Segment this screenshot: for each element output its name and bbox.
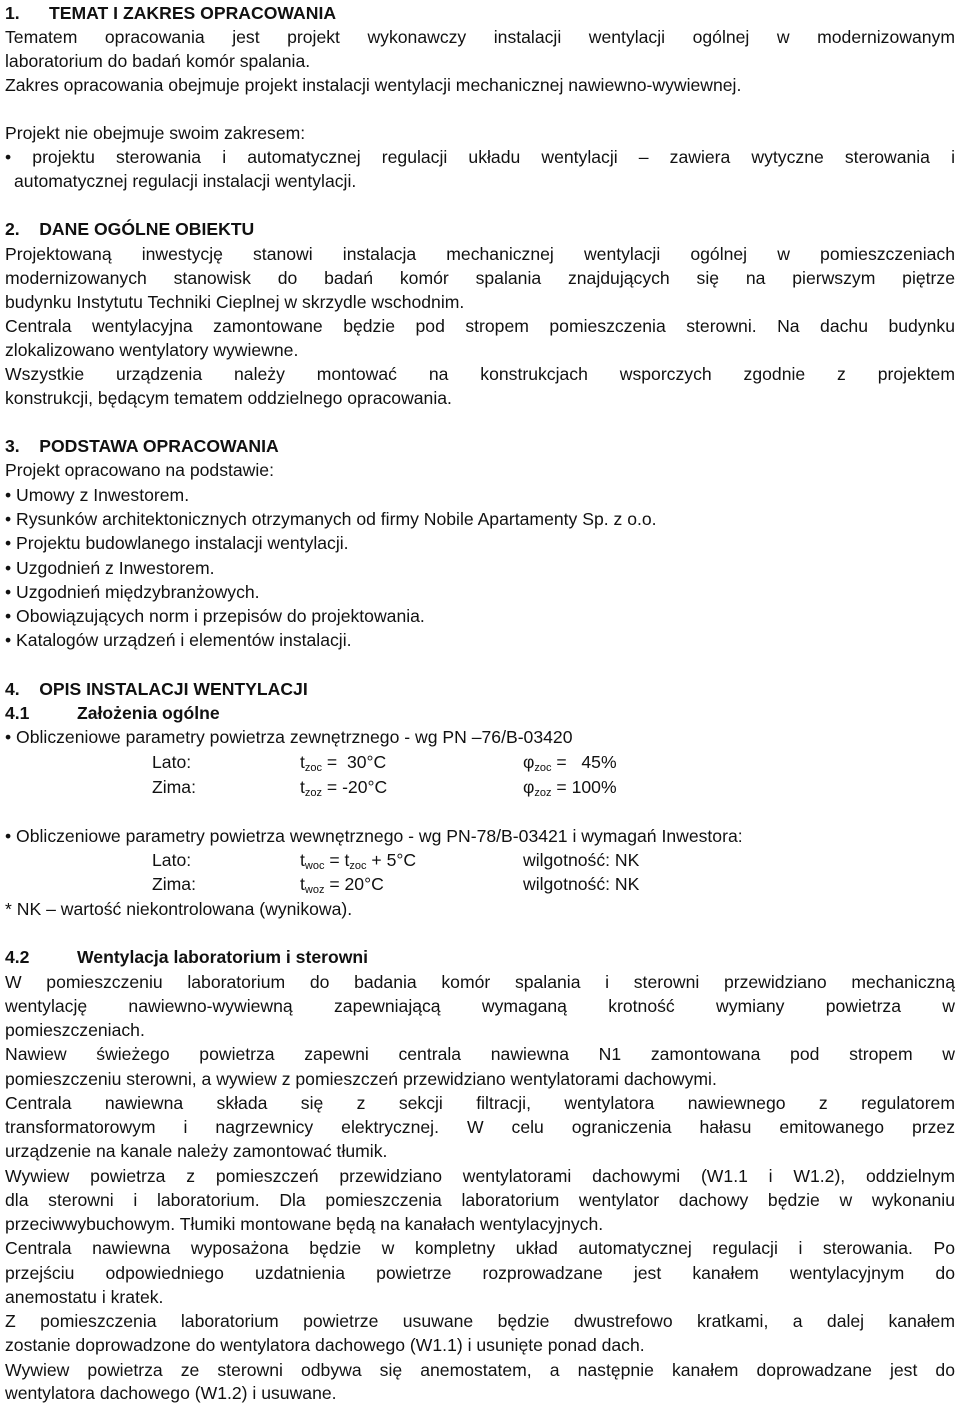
section-1-exclusion-item-cont: automatycznej regulacji instalacji wentylacji. <box>14 171 357 191</box>
internal-lato-humidity: wilgotność: NK <box>523 850 640 870</box>
internal-zima-humidity: wilgotność: NK <box>523 874 640 894</box>
section-4-2-line: Centrala nawiewna składa się z sekcji filtracji, wentylatora nawiewnego z regulatorem <box>5 1093 955 1113</box>
section-1-scope: Zakres opracowania obejmuje projekt instalacji wentylacji mechanicznej nawiewno-wywiewnej. <box>5 75 742 95</box>
lato-temperature: $t_{zoc} = 30^\circ C$ <box>300 752 387 774</box>
basis-list-item: • Uzgodnień z Inwestorem. <box>5 558 215 578</box>
internal-zima-label: Zima: <box>152 874 196 894</box>
section-4-2-line: wentylację nawiewno-wywiewną zapewniającą wymaganą krotność wymiany powietrza w <box>5 996 955 1016</box>
section-4-2-line: przejściu odpowiedniego uzdatnienia powietrze rozprowadzane jest kanałem wentylacyjnym do <box>5 1263 955 1283</box>
section-2-line: zlokalizowano wentylatory wywiewne. <box>5 340 299 360</box>
section-1-exclusion-item: • projektu sterowania i automatycznej regulacji układu wentylacji – zawiera wytyczne sterowania i <box>5 147 955 167</box>
section-2-heading: 2. DANE OGÓLNE OBIEKTU <box>5 219 255 239</box>
section-4-2-line: wentylatora dachowego (W1.2) i usuwane. <box>5 1383 337 1403</box>
zima-label: Zima: <box>152 777 196 797</box>
section-4-2-line: Nawiew świeżego powietrza zapewni centrala nawiewna N1 zamontowana pod stropem w <box>5 1044 955 1064</box>
zima-temperature: $t_{zoz} = -20^\circ C$ <box>300 777 388 799</box>
section-2-line: budynku Instytutu Techniki Cieplnej w skrzydle wschodnim. <box>5 292 465 312</box>
basis-list-item: • Umowy z Inwestorem. <box>5 485 190 505</box>
section-4-2-line: Wywiew powietrza ze sterowni odbywa się anemostatem, a następnie kanałem doprowadzane jest do <box>5 1360 955 1380</box>
basis-list-item: • Uzgodnień międzybranżowych. <box>5 582 260 602</box>
lato-humidity: $\varphi_{zoc} = 45\%$ <box>523 752 617 774</box>
internal-lato-label: Lato: <box>152 850 192 870</box>
section-4-2-line: przeciwwybuchowym. Tłumiki montowane będą na kanałach wentylacyjnych. <box>5 1214 604 1234</box>
section-4-2-line: urządzenie na kanale należy zamontować tłumik. <box>5 1141 388 1161</box>
section-1-heading: 1. TEMAT I ZAKRES OPRACOWANIA <box>5 3 337 23</box>
section-4-2-line: Centrala nawiewna wyposażona będzie w kompletny układ automatycznej regulacji i sterowania. Po <box>5 1238 955 1258</box>
nk-note: * NK – wartość niekontrolowana (wynikowa). <box>5 899 353 919</box>
section-4-2-line: zostanie doprowadzone do wentylatora dachowego (W1.1) i usunięte ponad dach. <box>5 1335 645 1355</box>
subsection-4-1-number: 4.1 <box>5 703 30 723</box>
internal-params-bullet: • Obliczeniowe parametry powietrza wewnętrznego - wg PN-78/B-03421 i wymagań Inwestora: <box>5 826 743 846</box>
section-4-2-line: transformatorowym i nagrzewnicy elektrycznej. W celu ograniczenia hałasu emitowanego przez <box>5 1117 955 1137</box>
section-2-line: konstrukcji, będącym tematem oddzielnego opracowania. <box>5 388 452 408</box>
section-2-line: modernizowanych stanowisk do badań komór spalania znajdujących się na pierwszym piętrze <box>5 268 955 288</box>
section-4-2-line: pomieszczeniu sterowni, a wywiew z pomieszczeń przewidziano wentylatorami dachowymi. <box>5 1069 717 1089</box>
section-1-paragraph-line: laboratorium do badań komór spalania. <box>5 51 311 71</box>
basis-list-item: • Projektu budowlanego instalacji wentylacji. <box>5 533 349 553</box>
subsection-4-2-number: 4.2 <box>5 947 30 967</box>
subsection-4-1-title: Założenia ogólne <box>77 703 220 723</box>
internal-zima-temperature: $t_{woz} = 20^\circ C$ <box>300 874 384 896</box>
basis-list-item: • Obowiązujących norm i przepisów do projektowania. <box>5 606 425 626</box>
section-2-line: Centrala wentylacyjna zamontowane będzie pod stropem pomieszczenia sterowni. Na dachu budynku <box>5 316 955 336</box>
section-3-intro: Projekt opracowano na podstawie: <box>5 460 274 480</box>
section-2-line: Projektowaną inwestycję stanowi instalacja mechanicznej wentylacji ogólnej w pomieszczeniach <box>5 244 955 264</box>
section-1-exclusions-intro: Projekt nie obejmuje swoim zakresem: <box>5 123 306 143</box>
section-4-2-line: dla sterowni i laboratorium. Dla pomieszczenia laboratorium wentylator dachowy będzie w wykonaniu <box>5 1190 955 1210</box>
section-4-heading: 4. OPIS INSTALACJI WENTYLACJI <box>5 679 308 699</box>
section-4-2-line: W pomieszczeniu laboratorium do badania komór spalania i sterowni przewidziano mechaniczną <box>5 972 955 992</box>
section-4-2-line: pomieszczeniach. <box>5 1020 145 1040</box>
section-2-line: Wszystkie urządzenia należy montować na konstrukcjach wsporczych zgodnie z projektem <box>5 364 955 384</box>
zima-humidity: $\varphi_{zoz} = 100\%$ <box>523 777 617 799</box>
basis-list-item: • Katalogów urządzeń i elementów instalacji. <box>5 630 352 650</box>
section-4-2-line: anemostatu i kratek. <box>5 1287 164 1307</box>
section-4-2-line: Z pomieszczenia laboratorium powietrze usuwane będzie dwustrefowo kratkami, a dalej kanałem <box>5 1311 955 1331</box>
section-1-paragraph-line: Tematem opracowania jest projekt wykonawczy instalacji wentylacji ogólnej w modernizowanym <box>5 27 955 47</box>
internal-lato-temperature: $t_{woc} = t_{zoc} + 5^\circ C$ <box>300 850 417 872</box>
section-3-heading: 3. PODSTAWA OPRACOWANIA <box>5 436 279 456</box>
section-4-2-line: Wywiew powietrza z pomieszczeń przewidziano wentylatorami dachowymi (W1.1 i W1.2), oddzielnym <box>5 1166 955 1186</box>
subsection-4-2-title: Wentylacja laboratorium i sterowni <box>77 947 369 967</box>
external-params-bullet: • Obliczeniowe parametry powietrza zewnętrznego - wg PN –76/B-03420 <box>5 727 573 747</box>
lato-label: Lato: <box>152 752 192 772</box>
basis-list-item: • Rysunków architektonicznych otrzymanych od firmy Nobile Apartamenty Sp. z o.o. <box>5 509 657 529</box>
